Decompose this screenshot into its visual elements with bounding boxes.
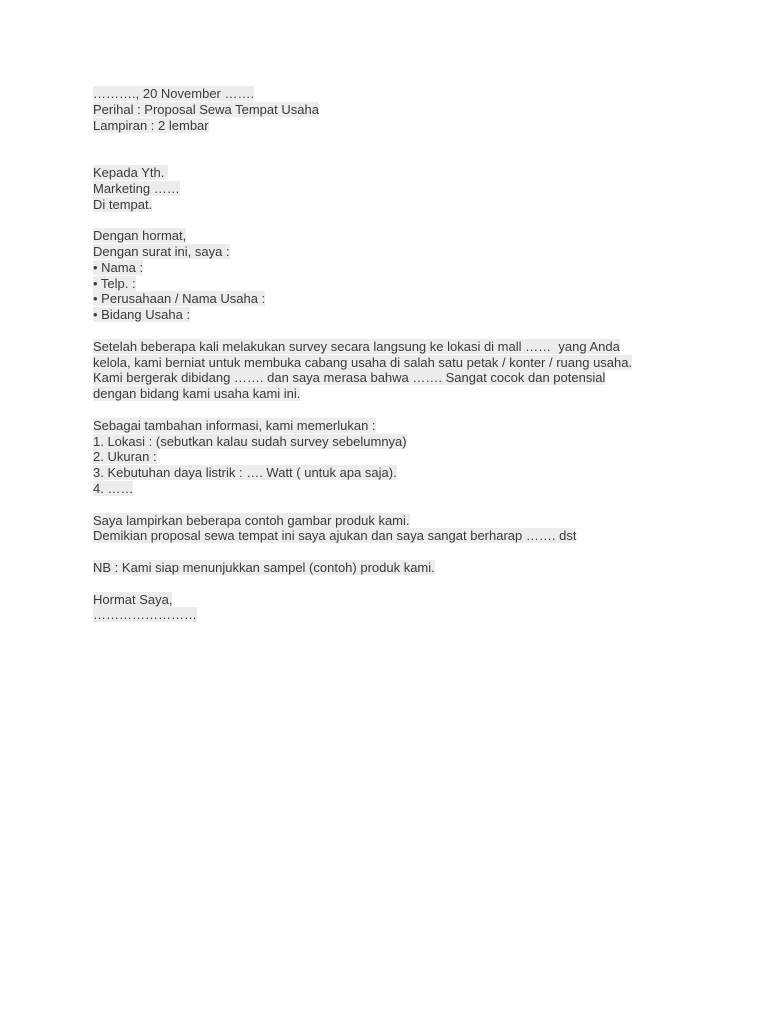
requirement-item: 4. …… <box>93 480 134 496</box>
body-paragraph-line: Setelah beberapa kali melakukan survey secara langsung ke lokasi di mall …… yang Anda <box>93 338 620 354</box>
body-paragraph-line: dengan bidang kami usaha kami ini. <box>93 386 301 402</box>
requirement-item: 1. Lokasi : (sebutkan kalau sudah survey sebelumnya) <box>93 433 407 449</box>
requirement-item: 2. Ukuran : <box>93 449 157 465</box>
field-perusahaan: • Perusahaan / Nama Usaha : <box>93 291 266 307</box>
field-telp: • Telp. : <box>93 275 136 291</box>
signature-placeholder: …………………… <box>93 607 197 623</box>
body-paragraph-line: Kami bergerak dibidang ……. dan saya merasa bahwa ……. Sangat cocok dan potensial <box>93 370 606 386</box>
intro-line: Dengan surat ini, saya : <box>93 243 230 259</box>
attachment-line: Lampiran : 2 lembar <box>93 117 209 133</box>
closing-line: Demikian proposal sewa tempat ini saya ajukan dan saya sangat berharap ……. dst <box>93 528 577 544</box>
requirement-item: 3. Kebutuhan daya listrik : …. Watt ( untuk apa saja). <box>93 465 397 481</box>
letter-document <box>93 86 693 623</box>
regards-line: Hormat Saya, <box>93 591 173 607</box>
recipient-marketing: Marketing …… <box>93 180 180 196</box>
closing-line: Saya lampirkan beberapa contoh gambar produk kami. <box>93 512 410 528</box>
requirements-intro: Sebagai tambahan informasi, kami memerlukan : <box>93 417 376 433</box>
date-line: ………., 20 November ……. <box>93 86 255 101</box>
body-paragraph-line: kelola, kami berniat untuk membuka cabang usaha di salah satu petak / konter / ruang usaha. <box>93 354 633 370</box>
subject-line: Perihal : Proposal Sewa Tempat Usaha <box>93 101 319 117</box>
recipient-place: Di tempat. <box>93 196 153 212</box>
field-nama: • Nama : <box>93 259 144 275</box>
field-bidang-usaha: • Bidang Usaha : <box>93 307 191 323</box>
greeting: Dengan hormat, <box>93 228 187 244</box>
note-line: NB : Kami siap menunjukkan sampel (contoh) produk kami. <box>93 559 435 575</box>
recipient-to: Kepada Yth. <box>93 164 168 180</box>
